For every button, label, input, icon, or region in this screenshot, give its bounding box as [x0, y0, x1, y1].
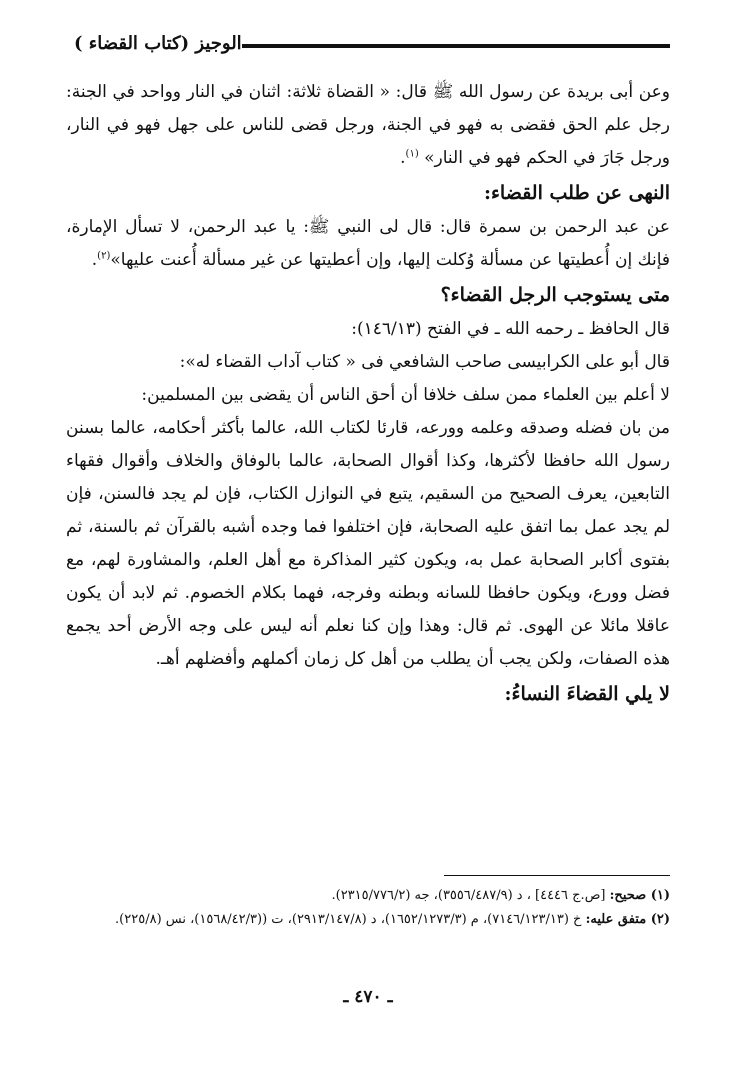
- footnote-separator: [444, 875, 670, 876]
- footnote-2-label: (٢) متفق عليه:: [585, 912, 670, 927]
- paragraph-hafiz-quote: قال الحافظ ـ رحمه الله ـ في الفتح (١٤٦/١٣):: [351, 319, 670, 339]
- heading-deserves-judgeship: متى يستوجب الرجل القضاء؟: [440, 284, 670, 306]
- heading-prohibition: النهى عن طلب القضاء:: [483, 182, 670, 204]
- paragraph-hadith-judges: [66, 76, 670, 175]
- page-number: ـ ٤٧٠ ـ: [343, 987, 393, 1007]
- hadith-judges-text: وعن أبى بريدة عن رسول الله ﷺ قال: « القضاة ثلاثة: اثنان في النار وواحد في الجنة: رجل علم الحق فقضى به فهو في الجنة، ورجل قضى للناس على جهل فهو في النار، ورجل جَارَ في الحكم فهو في النار»: [66, 82, 670, 168]
- header-rule: [242, 44, 670, 48]
- paragraph-hadith-emirate: [66, 211, 670, 277]
- paragraph-no-dispute: لا أعلم بين العلماء ممن سلف خلافا أن أحق الناس أن يقضى بين المسلمين:: [141, 385, 670, 405]
- footnote-2-text: خ (٧١٤٦/١٢٣/١٣)، م (١٦٥٢/١٢٧٣/٣)، د (٢٩١٣/١٤٧/٨)، ت ((١٥٦٨/٤٢/٣)، نس (٢٢٥/٨).: [115, 912, 582, 927]
- running-header: [66, 30, 670, 56]
- main-text: [66, 76, 670, 712]
- hadith-emirate-text: عن عبد الرحمن بن سمرة قال: قال لى النبي ﷺ: يا عبد الرحمن، لا تسأل الإمارة، فإنك إن أُعطيتها عن مسألة وُكلت إليها، وإن أعطيتها عن غير مسألة أُعنت عليها»: [66, 217, 670, 270]
- header-title: الوجيز (كتاب القضاء ): [74, 32, 242, 54]
- footnote-1: [66, 884, 670, 908]
- footnotes: [66, 884, 670, 932]
- footnote-ref-1[interactable]: (١): [405, 148, 419, 160]
- footnote-ref-2[interactable]: (٢): [97, 250, 111, 262]
- paragraph-qualities: من بان فضله وصدقه وعلمه وورعه، قارئا لكتاب الله، عالما بأكثر أحكامه، عالما بسنن رسول الله حافظا لأكثرها، وكذا أقوال الصحابة، عالما بالوفاق والخلاف وأقوال فقهاء التابعين، يعرف الصحيح من السقيم، يتبع في النوازل الكتاب، فإن لم يجد فالسنن، فإن لم يجد عمل بما اتفق عليه الصحابة، فإن اختلفوا فما وجده أشبه بالقرآن ثم بالسنة، ثم بفتوى أكابر الصحابة عمل به، ويكون كثير المذاكرة مع أهل العلم، والمشاورة لهم، مع فضل وورع، ويكون حافظا للسانه وبطنه وفرجه، فهما بكلام الخصوم. ثم لابد أن يكون عاقلا مائلا عن الهوى. ثم قال: وهذا وإن كنا نعلم أنه ليس على وجه الأرض أحد يجمع هذه الصفات، ولكن يجب أن يطلب من أهل كل زمان أكملهم وأفضلهم أهـ.: [66, 418, 670, 669]
- hadith-emirate-end: .: [91, 250, 98, 270]
- footnote-2: [66, 908, 670, 932]
- paragraph-karabisi: قال أبو على الكرابيسى صاحب الشافعي فى « كتاب آداب القضاء له»:: [179, 352, 670, 372]
- heading-women-judges: لا يلي القضاءَ النساءُ:: [504, 683, 670, 705]
- footnote-1-label: (١) صحيح:: [609, 888, 670, 903]
- footnote-1-text: [ص.ج ٤٤٤٦] ، د (٣٥٥٦/٤٨٧/٩)، جه (٢٣١٥/٧٧٦/٢).: [331, 888, 606, 903]
- hadith-judges-end: .: [400, 148, 406, 168]
